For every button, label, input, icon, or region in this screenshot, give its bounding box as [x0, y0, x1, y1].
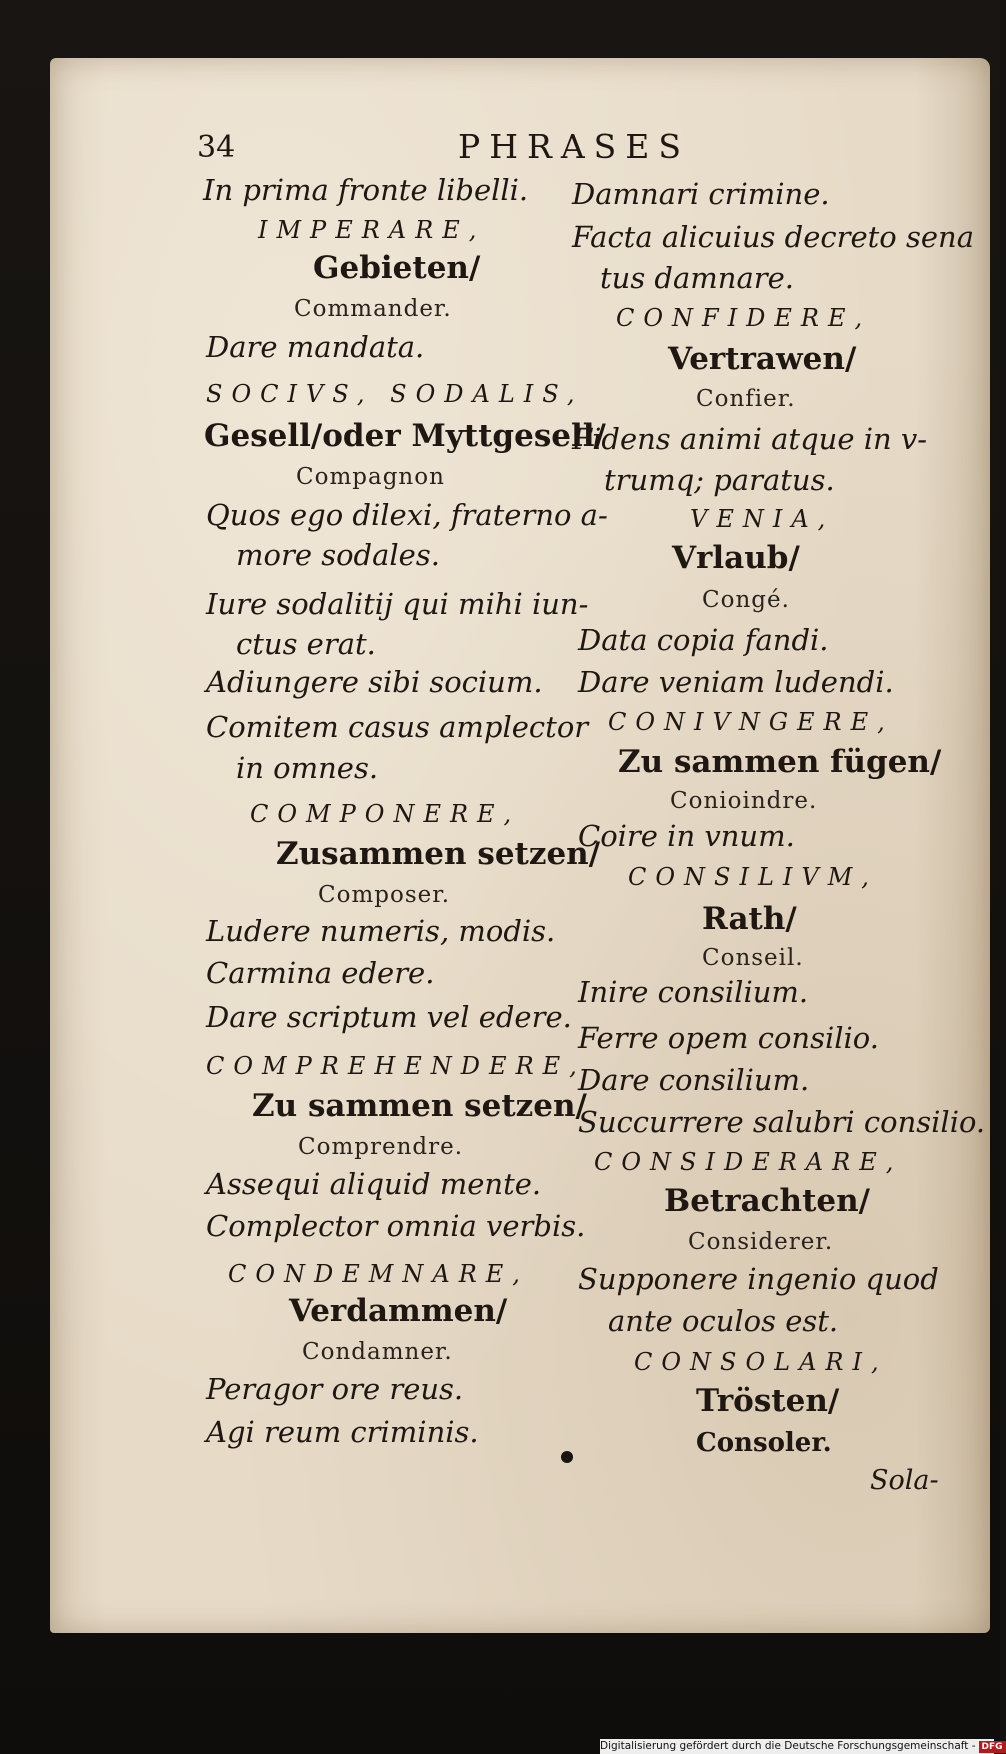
german-gloss: Zusammen setzen/	[276, 836, 601, 872]
german-gloss: Trösten/	[696, 1383, 840, 1419]
headword: CONSOLARI,	[634, 1348, 888, 1376]
french-gloss: Conseil.	[702, 945, 804, 971]
phrase-line: ante oculos est.	[608, 1304, 839, 1338]
french-gloss: Compagnon	[296, 464, 445, 490]
french-gloss: Condamner.	[302, 1339, 453, 1365]
footer-credit	[600, 1739, 1003, 1754]
german-gloss: Zu sammen setzen/	[252, 1088, 587, 1124]
phrase-line: Complector omnia verbis.	[206, 1209, 586, 1243]
phrase-line: Adiungere sibi socium.	[206, 665, 543, 699]
german-gloss: Rath/	[702, 901, 797, 937]
phrase-line: Carmina edere.	[206, 956, 435, 990]
headword: COMPREHENDERE,	[206, 1052, 586, 1080]
headword: CONSILIVM,	[628, 863, 878, 891]
phrase-line: Peragor ore reus.	[206, 1372, 464, 1406]
headword: SOCIVS, SODALIS,	[206, 380, 584, 408]
phrase-line: more sodales.	[236, 538, 440, 572]
headword: COMPONERE,	[250, 800, 521, 828]
german-gloss: Zu sammen fügen/	[618, 744, 942, 780]
german-gloss: Vertrawen/	[668, 341, 857, 377]
phrase-line: Supponere ingenio quod	[578, 1262, 939, 1296]
phrase-line: Dare veniam ludendi.	[578, 665, 894, 699]
french-gloss: Congé.	[702, 587, 790, 613]
running-head: PHRASES	[458, 127, 690, 166]
dfg-badge: DFG	[979, 1741, 1006, 1753]
headword: IMPERARE,	[258, 216, 486, 244]
french-gloss: Confier.	[696, 386, 796, 412]
german-gloss: Vrlaub/	[672, 540, 800, 576]
phrase-line: Dare consilium.	[578, 1063, 810, 1097]
headword: VENIA,	[690, 505, 835, 533]
headword: CONFIDERE,	[616, 304, 872, 332]
headword: CONSIDERARE,	[594, 1148, 903, 1176]
phrase-line: Succurrere salubri consilio.	[578, 1105, 986, 1139]
german-gloss: Gesell/oder Myttgesell/	[204, 418, 606, 454]
french-gloss: Comprendre.	[298, 1134, 464, 1160]
phrase-line: trumq; paratus.	[604, 463, 835, 497]
phrase-line: tus damnare.	[600, 261, 794, 295]
phrase-line: ctus erat.	[236, 627, 376, 661]
phrase-line: Coire in vnum.	[578, 819, 795, 853]
french-gloss: Commander.	[294, 296, 452, 322]
headword: CONDEMNARE,	[228, 1260, 529, 1288]
footer-credit-text: Digitalisierung gefördert durch die Deutsche Forschungsgemeinschaft -	[600, 1740, 976, 1752]
french-gloss: Conioindre.	[670, 788, 818, 814]
headword: CONIVNGERE,	[608, 708, 894, 736]
french-gloss: Considerer.	[688, 1229, 834, 1255]
phrase-line: Fidens animi atque in v-	[572, 422, 928, 456]
phrase-line: Ferre opem consilio.	[578, 1021, 879, 1055]
phrase-line: Data copia fandi.	[578, 623, 829, 657]
german-gloss: Verdammen/	[289, 1293, 508, 1329]
phrase-line: Quos ego dilexi, fraterno a-	[206, 498, 608, 532]
phrase-line: Agi reum criminis.	[206, 1415, 479, 1449]
phrase-line: Assequi aliquid mente.	[206, 1167, 542, 1201]
french-gloss: Composer.	[318, 882, 451, 908]
phrase-line: Ludere numeris, modis.	[206, 914, 556, 948]
phrase-line: Iure sodalitij qui mihi iun-	[206, 587, 589, 621]
french-gloss: Consoler.	[696, 1428, 832, 1458]
phrase-line: Comitem casus amplector	[206, 710, 589, 744]
phrase-line: In prima fronte libelli.	[203, 173, 529, 207]
catchword: Sola-	[870, 1465, 939, 1496]
german-gloss: Betrachten/	[664, 1183, 870, 1219]
phrase-line: Damnari crimine.	[572, 177, 830, 211]
page-number: 34	[197, 130, 236, 165]
phrase-line: in omnes.	[236, 751, 379, 785]
german-gloss: Gebieten/	[313, 250, 481, 286]
phrase-line: Dare scriptum vel edere.	[206, 1000, 572, 1034]
phrase-line: Dare mandata.	[206, 330, 425, 364]
phrase-line: Inire consilium.	[578, 975, 809, 1009]
ink-dot	[561, 1451, 573, 1463]
phrase-line: Facta alicuius decreto sena	[572, 220, 974, 254]
